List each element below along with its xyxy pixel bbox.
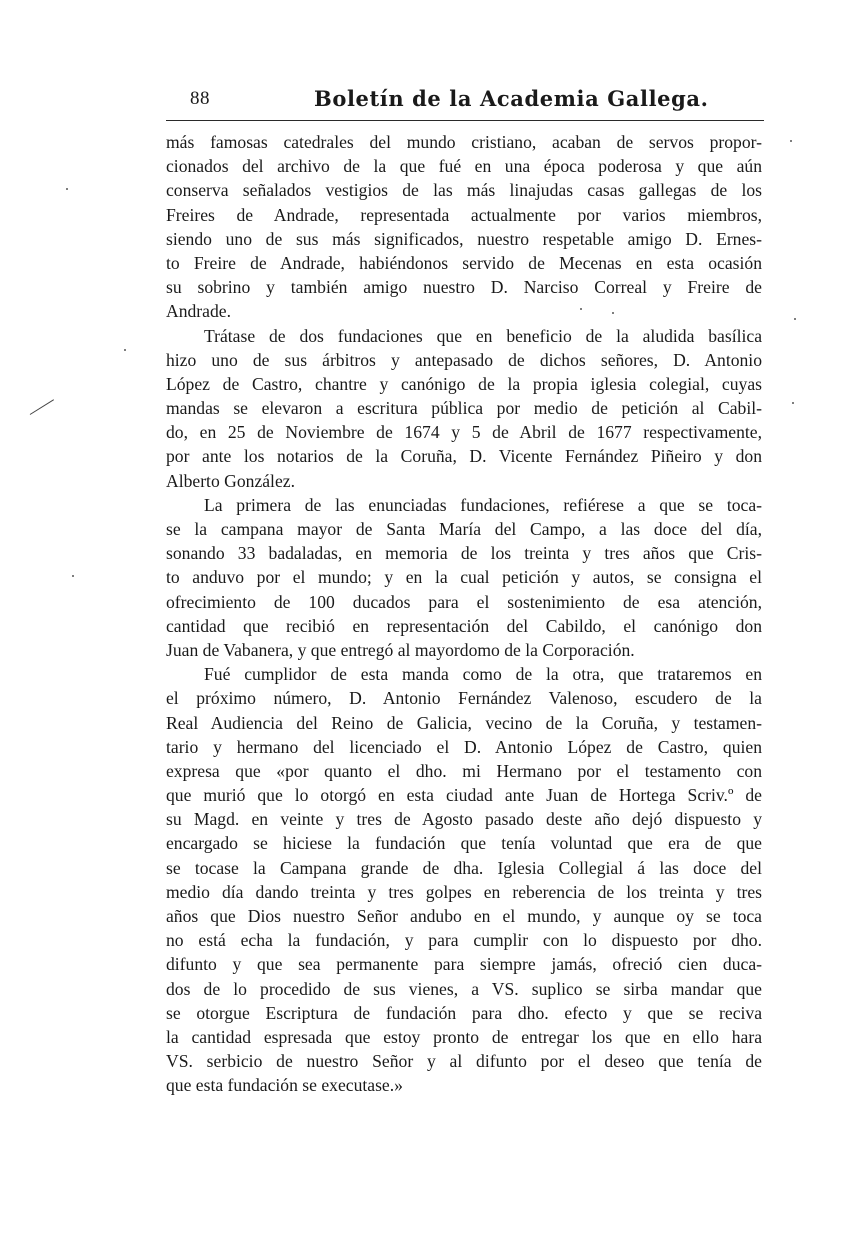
- text-line: La primera de las enunciadas fundaciones, refiérese a que se toca-: [204, 494, 762, 515]
- text-line: años que Dios nuestro Señor andubo en el mundo, y aunque oy se toca: [166, 906, 762, 926]
- text-line: López de Castro, chantre y canónigo de la propia iglesia colegial, cuyas: [166, 373, 762, 394]
- text-line: cionados del archivo de la que fué en una época poderosa y que aún: [166, 156, 762, 177]
- text-line: difunto y que sea permanente para siempre jamás, ofreció cien duca-: [166, 954, 762, 975]
- text-line: VS. serbicio de nuestro Señor y al difunto por el deseo que tenía de: [166, 1051, 762, 1072]
- text-line: no está echa la fundación, y para cumplir con lo dispuesto por dho.: [166, 930, 762, 951]
- text-line: que esta fundación se executase.»: [166, 1075, 403, 1096]
- header-rule: [166, 120, 764, 121]
- text-line: Fué cumplidor de esta manda como de la otra, que trataremos en: [204, 664, 762, 685]
- text-line: se otorgue Escriptura de fundación para dho. efecto y que se reciva: [166, 1002, 762, 1023]
- scan-speck: [580, 308, 582, 310]
- text-line: por ante los notarios de la Coruña, D. Vicente Fernández Piñeiro y don: [166, 446, 762, 467]
- text-line: encargado se hiciese la fundación que tenía voluntad que era de que: [166, 833, 762, 854]
- page-number: 88: [190, 88, 210, 109]
- text-line: expresa que «por quanto el dho. mi Hermano por el testamento con: [166, 760, 762, 781]
- text-line: siendo uno de sus más significados, nuestro respetable amigo D. Ernes-: [166, 228, 762, 249]
- text-line: medio día dando treinta y tres golpes en reberencia de los treinta y tres: [166, 881, 762, 902]
- scan-speck: [794, 318, 796, 320]
- scan-speck: [124, 349, 126, 351]
- text-line: Andrade.: [166, 301, 231, 322]
- text-line: Alberto González.: [166, 470, 295, 491]
- text-line: do, en 25 de Noviembre de 1674 y 5 de Abril de 1677 respectivamente,: [166, 422, 762, 443]
- scan-speck: [612, 312, 614, 314]
- text-line: se la campana mayor de Santa María del Campo, a las doce del día,: [166, 519, 762, 539]
- text-line: to anduvo por el mundo; y en la cual petición y autos, se consigna el: [166, 567, 762, 588]
- text-line: hizo uno de sus árbitros y antepasado de dichos señores, D. Antonio: [166, 349, 762, 370]
- text-line: Freires de Andrade, representada actualmente por varios miembros,: [166, 204, 762, 225]
- scan-speck: [66, 188, 68, 190]
- text-line: sonando 33 badaladas, en memoria de los treinta y tres años que Cris-: [166, 543, 762, 564]
- scan-speck: [790, 140, 792, 142]
- scan-speck: [72, 575, 74, 577]
- text-line: se tocase la Campana grande de dha. Iglesia Collegial á las doce del: [166, 857, 762, 878]
- text-line: tario y hermano del licenciado el D. Antonio López de Castro, quien: [166, 736, 762, 757]
- text-line: más famosas catedrales del mundo cristiano, acaban de servos propor-: [166, 132, 762, 152]
- text-line: la cantidad espresada que estoy pronto de entregar los que en ello hara: [166, 1026, 762, 1047]
- text-line: el próximo número, D. Antonio Fernández Valenoso, escudero de la: [166, 688, 762, 709]
- running-title: Boletín de la Academia Gallega.: [314, 86, 709, 111]
- text-line: que murió que lo otorgó en esta ciudad ante Juan de Hortega Scriv.º de: [166, 785, 762, 806]
- text-line: cantidad que recibió en representación del Cabildo, el canónigo don: [166, 615, 762, 636]
- text-line: to Freire de Andrade, habiéndonos servido de Mecenas en esta ocasión: [166, 252, 762, 273]
- text-line: dos de lo procedido de sus vienes, a VS. suplico se sirba mandar que: [166, 978, 762, 999]
- text-line: su sobrino y también amigo nuestro D. Narciso Correal y Freire de: [166, 277, 762, 298]
- margin-pencil-mark: [30, 399, 54, 415]
- scan-speck: [792, 402, 794, 404]
- text-line: Juan de Vabanera, y que entregó al mayordomo de la Corporación.: [166, 639, 635, 660]
- text-line: Trátase de dos fundaciones que en beneficio de la aludida basílica: [204, 325, 762, 346]
- text-line: mandas se elevaron a escritura pública por medio de petición al Cabil-: [166, 398, 762, 419]
- text-line: ofrecimiento de 100 ducados para el sostenimiento de esa atención,: [166, 591, 762, 612]
- text-line: su Magd. en veinte y tres de Agosto pasado deste año dejó dispuesto y: [166, 809, 762, 830]
- text-line: Real Audiencia del Reino de Galicia, vecino de la Coruña, y testamen-: [166, 712, 762, 733]
- body-text: [166, 130, 762, 1098]
- text-line: conserva señalados vestigios de las más linajudas casas gallegas de los: [166, 180, 762, 201]
